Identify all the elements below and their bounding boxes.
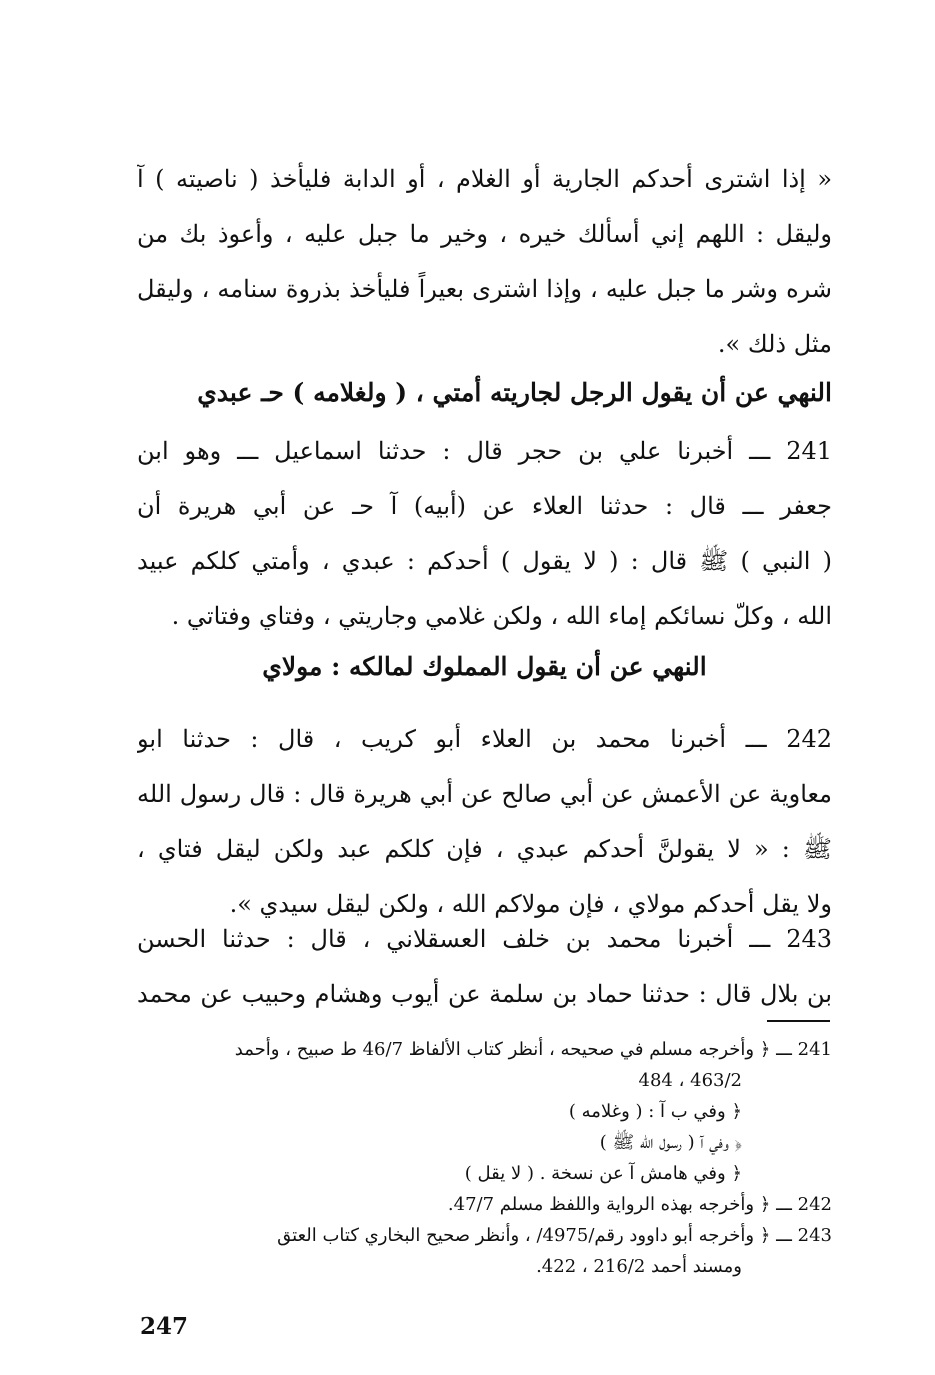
text-line: بن بلال قال : حدثنا حماد بن سلمة عن أيوب وهشام وحبيب عن محمد bbox=[137, 980, 832, 1008]
footnote-241: 241 ـــ ﴿ وأخرجه مسلم في صحيحه ، أنظر كتاب الألفاظ 46/7 ط صبيح ، وأحمد bbox=[234, 1039, 832, 1060]
footnote-241-variant: ﴿ وفي ب آ : ( وغلامه ) bbox=[568, 1101, 742, 1122]
intro-passage bbox=[137, 152, 832, 372]
hadith-243 bbox=[137, 912, 832, 1022]
text-line: ولا يقل أحدكم مولاي ، فإن مولاكم الله ، ولكن ليقل سيدي ». bbox=[229, 890, 832, 918]
text-line: 243 ـــ أخبرنا محمد بن خلف العسقلاني ، قال : حدثنا الحسن bbox=[137, 925, 832, 953]
text-line: مثل ذلك ». bbox=[717, 330, 832, 358]
text-line: ﷺ : « لا يقولنَّ أحدكم عبدي ، فإن كلكم عبد ولكن ليقل فتاي ، bbox=[137, 835, 832, 863]
footnote-241-variant: ﴿ وفي هامش آ عن نسخة . ( لا يقل ) bbox=[464, 1163, 742, 1184]
text-line: ( النبي ) ﷺ قال : ( لا يقول ) أحدكم : عبدي ، وأمتي كلكم عبيد bbox=[137, 547, 832, 575]
text-line: 241 ـــ أخبرنا علي بن حجر قال : حدثنا اسماعيل ـــ وهو ابن bbox=[137, 437, 832, 465]
text-line: شره وشر ما جبل عليه ، وإذا اشترى بعيراً فليأخذ بذروة سنامه ، وليقل bbox=[137, 275, 832, 303]
section-heading: النهي عن أن يقول الرجل لجاريته أمتي ، ( ولغلامه ) حـ عبدي bbox=[197, 378, 832, 407]
hadith-241 bbox=[137, 424, 832, 644]
text-line: وليقل : اللهم إني أسألك خيره ، وخير ما جبل عليه ، وأعوذ بك من bbox=[137, 220, 832, 248]
footnote-241-variant: ﴿ وفي آ ( رسول الله ﷺ ) bbox=[599, 1132, 742, 1153]
text-line: « إذا اشترى أحدكم الجارية أو الغلام ، أو الدابة فليأخذ ( ناصيته ) آ bbox=[137, 165, 832, 193]
section-heading: النهي عن أن يقول المملوك لمالكه : مولاي bbox=[262, 652, 707, 681]
hadith-242 bbox=[137, 712, 832, 932]
text-line: معاوية عن الأعمش عن أبي صالح عن أبي هريرة قال : قال رسول الله bbox=[137, 780, 832, 808]
footnote-separator bbox=[767, 1020, 830, 1022]
footnote-243-continued: ومسند أحمد 216/2 ، 422. bbox=[536, 1256, 742, 1277]
footnotes bbox=[132, 1034, 832, 1282]
footnote-241-continued: 463/2 ، 484 bbox=[638, 1070, 742, 1091]
text-line: 242 ـــ أخبرنا محمد بن العلاء أبو كريب ، قال : حدثنا ابو bbox=[137, 725, 832, 753]
footnote-242: 242 ـــ ﴿ وأخرجه بهذه الرواية واللفظ مسلم 47/7. bbox=[447, 1194, 832, 1215]
text-line: جعفر ـــ قال : حدثنا العلاء عن (أبيه) آ حـ عن أبي هريرة أن bbox=[137, 492, 832, 520]
text-line: الله ، وكلّ نسائكم إماء الله ، ولكن غلامي وجاريتي ، وفتاي وفتاتي . bbox=[171, 602, 832, 630]
page-number: 247 bbox=[140, 1313, 189, 1340]
footnote-243: 243 ـــ ﴿ وأخرجه أبو داوود رقم/4975/ ، وأنظر صحيح البخاري كتاب العتق bbox=[277, 1225, 832, 1246]
